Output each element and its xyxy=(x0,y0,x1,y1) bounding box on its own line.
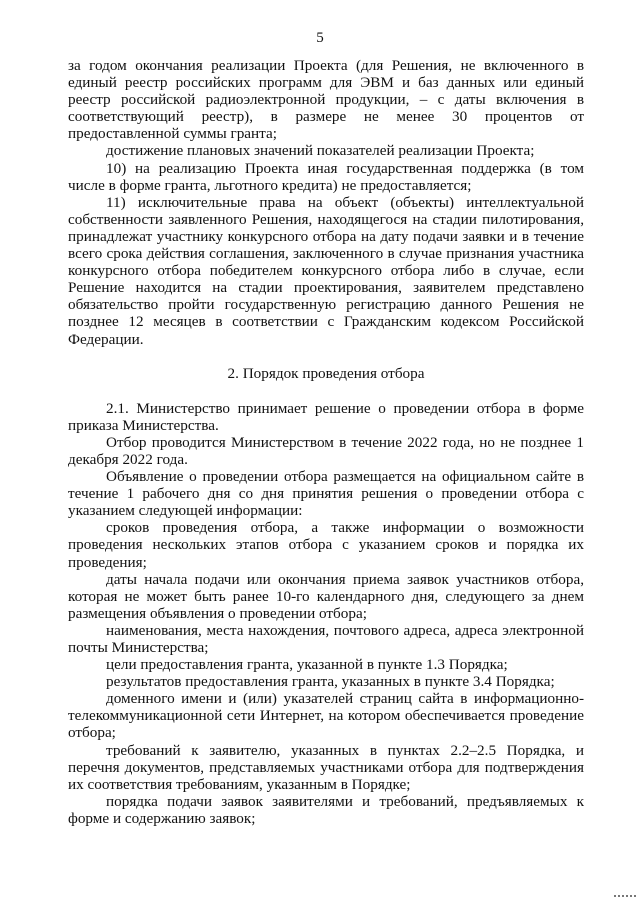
list-item: наименования, места нахождения, почтового адреса, адреса электронной почты Министерства; xyxy=(68,621,584,656)
list-item: результатов предоставления гранта, указанных в пункте 3.4 Порядка; xyxy=(106,673,555,691)
scan-corner-mark xyxy=(614,892,636,897)
section-title: 2. Порядок проведения отбора xyxy=(227,364,425,382)
paragraph: 10) на реализацию Проекта иная государственная поддержка (в том числе в форме гранта, льготного кредита) не предоставляется; xyxy=(68,159,584,194)
paragraph: 11) исключительные права на объект (объекты) интеллектуальной собственности заявленного Решения, находящегося на стадии пилотирования, принадлежат участнику конкурсного отбора на дату подачи заявки и в течение всего срока действия соглашения, заключенного в случае признания участника конкурсного отбора победителем конкурсного отбора либо в случае, если Решение находится на стадии проектирования, заявителем представлено обязательство пройти государственную регистрацию данного Решения не позднее 12 месяцев в соответствии с Гражданским кодексом Российской Федерации. xyxy=(68,193,584,348)
list-item: цели предоставления гранта, указанной в пункте 1.3 Порядка; xyxy=(106,656,508,674)
paragraph: достижение плановых значений показателей реализации Проекта; xyxy=(106,142,535,160)
list-item: даты начала подачи или окончания приема заявок участников отбора, которая не может быть ранее 10-го календарного дня, следующего за днем размещения объявления о проведении отбора; xyxy=(68,570,584,622)
page-number: 5 xyxy=(316,30,324,46)
paragraph: 2.1. Министерство принимает решение о проведении отбора в форме приказа Министерства. xyxy=(68,399,584,434)
document-body xyxy=(68,57,584,827)
paragraph: Отбор проводится Министерством в течение 2022 года, но не позднее 1 декабря 2022 года. xyxy=(68,433,584,468)
list-item: доменного имени и (или) указателей страниц сайта в информационно-телекоммуникационной сети Интернет, на котором обеспечивается проведение отбора; xyxy=(68,690,584,742)
list-item: сроков проведения отбора, а также информации о возможности проведения нескольких этапов отбора с указанием сроков и порядка их проведения; xyxy=(68,519,584,571)
paragraph: Объявление о проведении отбора размещается на официальном сайте в течение 1 рабочего дня со дня принятия решения о проведении отбора с указанием следующей информации: xyxy=(68,468,584,520)
paragraph: за годом окончания реализации Проекта (для Решения, не включенного в единый реестр российских программ для ЭВМ и баз данных или единый реестр российской радиоэлектронной продукции, – с даты включения в соответствующий реестр), в размере не менее 30 процентов от предоставленной суммы гранта; xyxy=(68,57,584,143)
list-item: требований к заявителю, указанных в пунктах 2.2–2.5 Порядка, и перечня документов, представляемых участниками отбора для подтверждения их соответствия требованиям, указанным в Порядке; xyxy=(68,741,584,793)
list-item: порядка подачи заявок заявителями и требований, предъявляемых к форме и содержанию заявок; xyxy=(68,792,584,827)
